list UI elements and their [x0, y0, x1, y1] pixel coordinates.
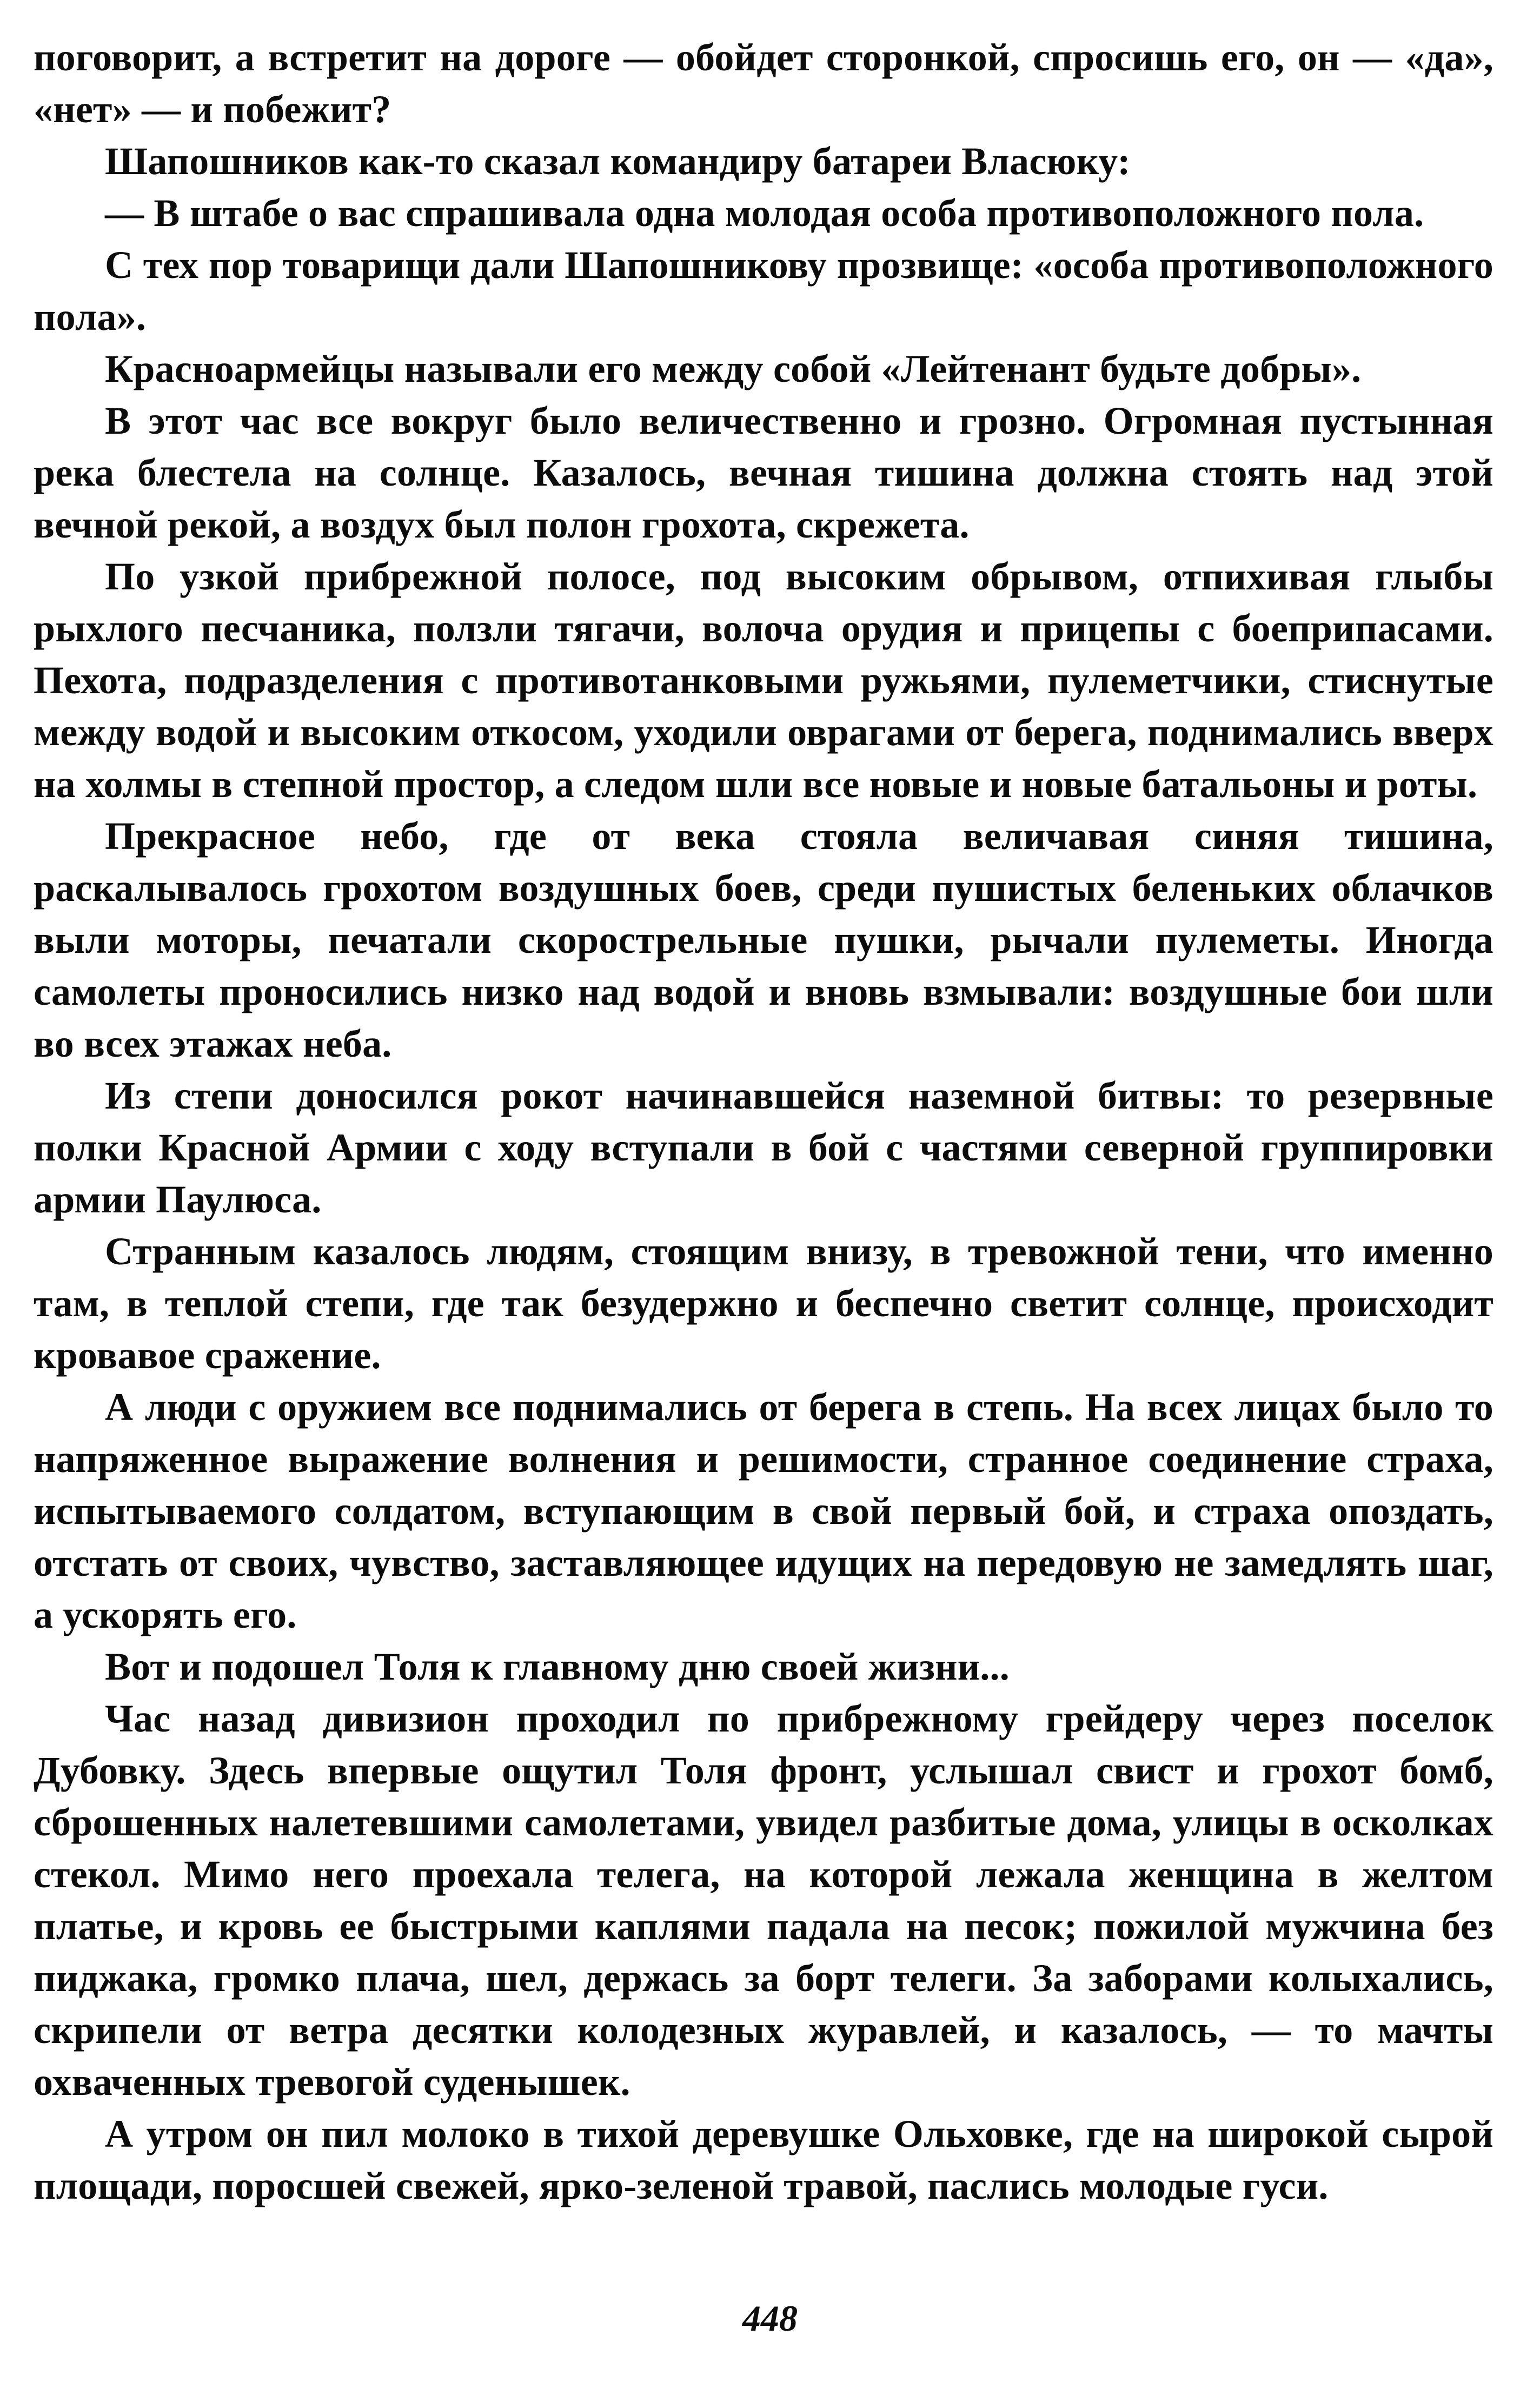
paragraph: Шапошников как-то сказал командиру батареи Власюку: [105, 140, 1131, 183]
page-body [34, 31, 1493, 2212]
page-number: 448 [742, 2298, 798, 2339]
paragraph: Прекрасное небо, где от века стояла величавая синяя тишина, раскалывалось грохотом воздушных боев, среди пушистых беленьких облачков выли моторы, печатали скорострельные пушки, рычали пулеметы. Иногда самолеты проносились низко над водой и вновь взмывали: воздушные бои шли во всех этажах неба. [34, 814, 1493, 1065]
paragraph: Из степи доносился рокот начинавшейся наземной битвы: то резервные полки Красной Армии с ходу вступали в бой с частями северной группировки армии Паулюса. [34, 1074, 1493, 1221]
paragraph: В этот час все вокруг было величественно и грозно. Огромная пустынная река блестела на солнце. Казалось, вечная тишина должна стоять над этой вечной рекой, а воздух был полон грохота, скрежета. [34, 399, 1493, 546]
paragraph: Час назад дивизион проходил по прибрежному грейдеру через поселок Дубовку. Здесь впервые ощутил Толя фронт, услышал свист и грохот бомб, сброшенных налетевшими самолетами, увидел разбитые дома, улицы в осколках стекол. Мимо него проехала телега, на которой лежала женщина в желтом платье, и кровь ее быстрыми каплями падала на песок; пожилой мужчина без пиджака, громко плача, шел, держась за борт телеги. За заборами колыхались, скрипели от ветра десятки колодезных журавлей, и казалось, — то мачты охваченных тревогой суденышек. [34, 1697, 1493, 2104]
paragraph: А люди с оружием все поднимались от берега в степь. На всех лицах было то напряженное выражение волнения и решимости, странное соединение страха, испытываемого солдатом, вступающим в свой первый бой, и страха опоздать, отстать от своих, чувство, заставляющее идущих на передовую не замедлять шаг, а ускорять его. [34, 1385, 1493, 1636]
paragraph-continued: поговорит, а встретит на дороге — обойдет сторонкой, спросишь его, он — «да», «нет» — и побежит? [34, 36, 1493, 131]
paragraph: Странным казалось людям, стоящим внизу, в тревожной тени, что именно там, в теплой степи, где так безудержно и беспечно светит солнце, происходит кровавое сражение. [34, 1230, 1493, 1377]
paragraph: По узкой прибрежной полосе, под высоким обрывом, отпихивая глыбы рыхлого песчаника, ползли тягачи, волоча орудия и прицепы с боеприпасами. Пехота, подразделения с противотанковыми ружьями, пулеметчики, стиснутые между водой и высоким откосом, уходили оврагами от берега, поднимались вверх на холмы в степной простор, а следом шли все новые и новые батальоны и роты. [34, 555, 1493, 806]
paragraph: — В штабе о вас спрашивала одна молодая особа противоположного пола. [105, 191, 1424, 235]
paragraph: А утром он пил молоко в тихой деревушке Ольховке, где на широкой сырой площади, поросшей свежей, ярко-зеленой травой, паслись молодые гуси. [34, 2112, 1493, 2207]
paragraph: Вот и подошел Толя к главному дню своей жизни... [105, 1645, 1010, 1688]
paragraph: Красноармейцы называли его между собой «Лейтенант будьте добры». [105, 347, 1362, 390]
paragraph: С тех пор товарищи дали Шапошникову прозвище: «особа противоположного пола». [34, 243, 1493, 339]
